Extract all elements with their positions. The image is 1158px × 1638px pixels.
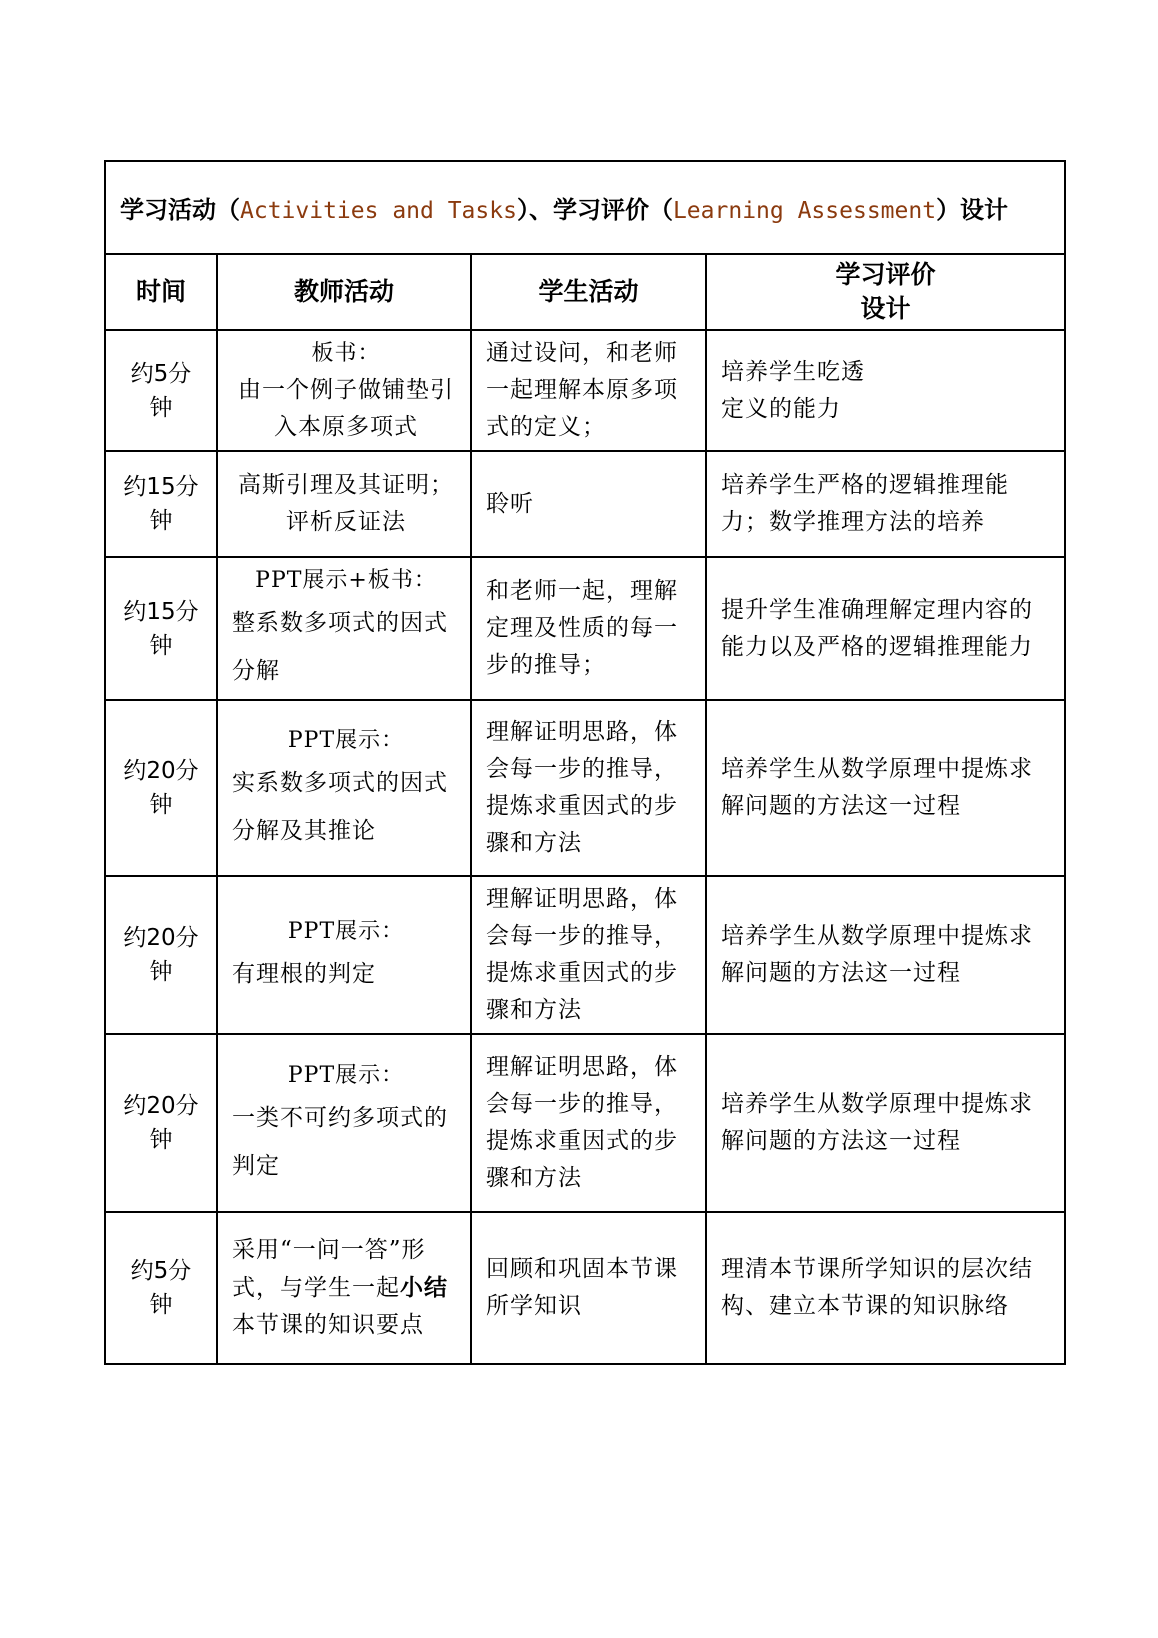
- table-title: [105, 161, 1065, 254]
- teacher-cell: [217, 1212, 471, 1364]
- teacher-text-pre: 采用“一问一答”形式，与学生一起: [232, 1237, 426, 1301]
- time-cell: [105, 700, 217, 876]
- table-row: [105, 451, 1065, 557]
- header-assess-line2: 设计: [860, 294, 911, 323]
- time-line2: 钟: [149, 959, 173, 985]
- header-student: 学生活动: [471, 254, 706, 330]
- assess-cell: 培养学生从数学原理中提炼求解问题的方法这一过程: [706, 876, 1065, 1034]
- time-cell: [105, 1212, 217, 1364]
- table-row: [105, 876, 1065, 1034]
- teacher-body: 有理根的判定: [232, 960, 376, 987]
- teacher-body: 由一个例子做铺垫引入本原多项式: [238, 377, 454, 440]
- assess-cell: 提升学生准确理解定理内容的能力以及严格的逻辑推理能力: [706, 557, 1065, 700]
- time-line2: 钟: [149, 792, 173, 818]
- student-cell: 回顾和巩固本节课所学知识: [471, 1212, 706, 1364]
- student-cell: 和老师一起，理解定理及性质的每一步的推导；: [471, 557, 706, 700]
- header-time: 时间: [105, 254, 217, 330]
- assess-cell: 培养学生严格的逻辑推理能力；数学推理方法的培养: [706, 451, 1065, 557]
- title-part1: 学习活动（: [120, 196, 240, 224]
- time-cell: [105, 330, 217, 451]
- header-row: [105, 254, 1065, 330]
- teacher-head: PPT展示：: [287, 727, 405, 753]
- time-cell: [105, 557, 217, 700]
- table-row: [105, 700, 1065, 876]
- student-cell: 理解证明思路，体会每一步的推导，提炼求重因式的步骤和方法: [471, 700, 706, 876]
- teacher-head: PPT展示：: [287, 918, 405, 944]
- header-teacher: 教师活动: [217, 254, 471, 330]
- teacher-body: 一类不可约多项式的判定: [232, 1104, 448, 1179]
- title-row: [105, 161, 1065, 254]
- teacher-head: 板书：: [311, 341, 381, 366]
- table-row: [105, 1212, 1065, 1364]
- header-assess-line1: 学习评价: [835, 260, 936, 289]
- teacher-cell: [217, 876, 471, 1034]
- time-line2: 钟: [149, 1127, 173, 1153]
- time-line1: 约20分: [123, 758, 199, 784]
- teacher-body: 高斯引理及其证明；评析反证法: [238, 472, 454, 535]
- time-line1: 约5分: [130, 360, 192, 387]
- table-row: [105, 557, 1065, 700]
- time-line1: 约5分: [130, 1258, 192, 1284]
- title-activities-en: Activities and Tasks: [240, 198, 517, 224]
- teacher-text-bold: 小结: [400, 1274, 448, 1301]
- assess-cell: 理清本节课所学知识的层次结构、建立本节课的知识脉络: [706, 1212, 1065, 1364]
- assess-cell: 培养学生从数学原理中提炼求解问题的方法这一过程: [706, 700, 1065, 876]
- table-row: [105, 1034, 1065, 1212]
- teacher-head: PPT展示：: [287, 1062, 405, 1088]
- teacher-cell: [217, 451, 471, 557]
- title-part3: ）设计: [936, 196, 1009, 224]
- time-line1: 约15分: [123, 474, 199, 500]
- teacher-body: 实系数多项式的因式分解及其推论: [232, 769, 448, 844]
- student-cell: 通过设问，和老师一起理解本原多项式的定义；: [471, 330, 706, 451]
- time-line2: 钟: [149, 1292, 173, 1318]
- assess-cell: [706, 330, 1065, 451]
- assess-text: 培养学生吃透定义的能力: [721, 358, 865, 422]
- time-line1: 约20分: [123, 1093, 199, 1119]
- table-row: [105, 330, 1065, 451]
- teacher-cell: [217, 557, 471, 700]
- teacher-cell: [217, 1034, 471, 1212]
- student-cell: 理解证明思路，体会每一步的推导，提炼求重因式的步骤和方法: [471, 876, 706, 1034]
- time-cell: [105, 451, 217, 557]
- student-cell: 聆听: [471, 451, 706, 557]
- time-line2: 钟: [149, 632, 173, 659]
- teacher-body: 整系数多项式的因式分解: [232, 610, 448, 684]
- assess-cell: 培养学生从数学原理中提炼求解问题的方法这一过程: [706, 1034, 1065, 1212]
- lesson-design-table: [104, 160, 1066, 1365]
- teacher-cell: [217, 700, 471, 876]
- title-part2: ）、学习评价（: [516, 196, 673, 224]
- time-cell: [105, 876, 217, 1034]
- teacher-head: PPT展示+板书：: [255, 568, 437, 593]
- time-line2: 钟: [149, 508, 173, 534]
- title-assessment-en: Learning Assessment: [672, 198, 937, 224]
- student-cell: 理解证明思路，体会每一步的推导，提炼求重因式的步骤和方法: [471, 1034, 706, 1212]
- header-assess: [706, 254, 1065, 330]
- time-line2: 钟: [149, 394, 173, 421]
- teacher-text-post: 本节课的知识要点: [232, 1312, 424, 1338]
- time-line1: 约15分: [123, 598, 199, 625]
- time-line1: 约20分: [123, 925, 199, 951]
- teacher-cell: [217, 330, 471, 451]
- time-cell: [105, 1034, 217, 1212]
